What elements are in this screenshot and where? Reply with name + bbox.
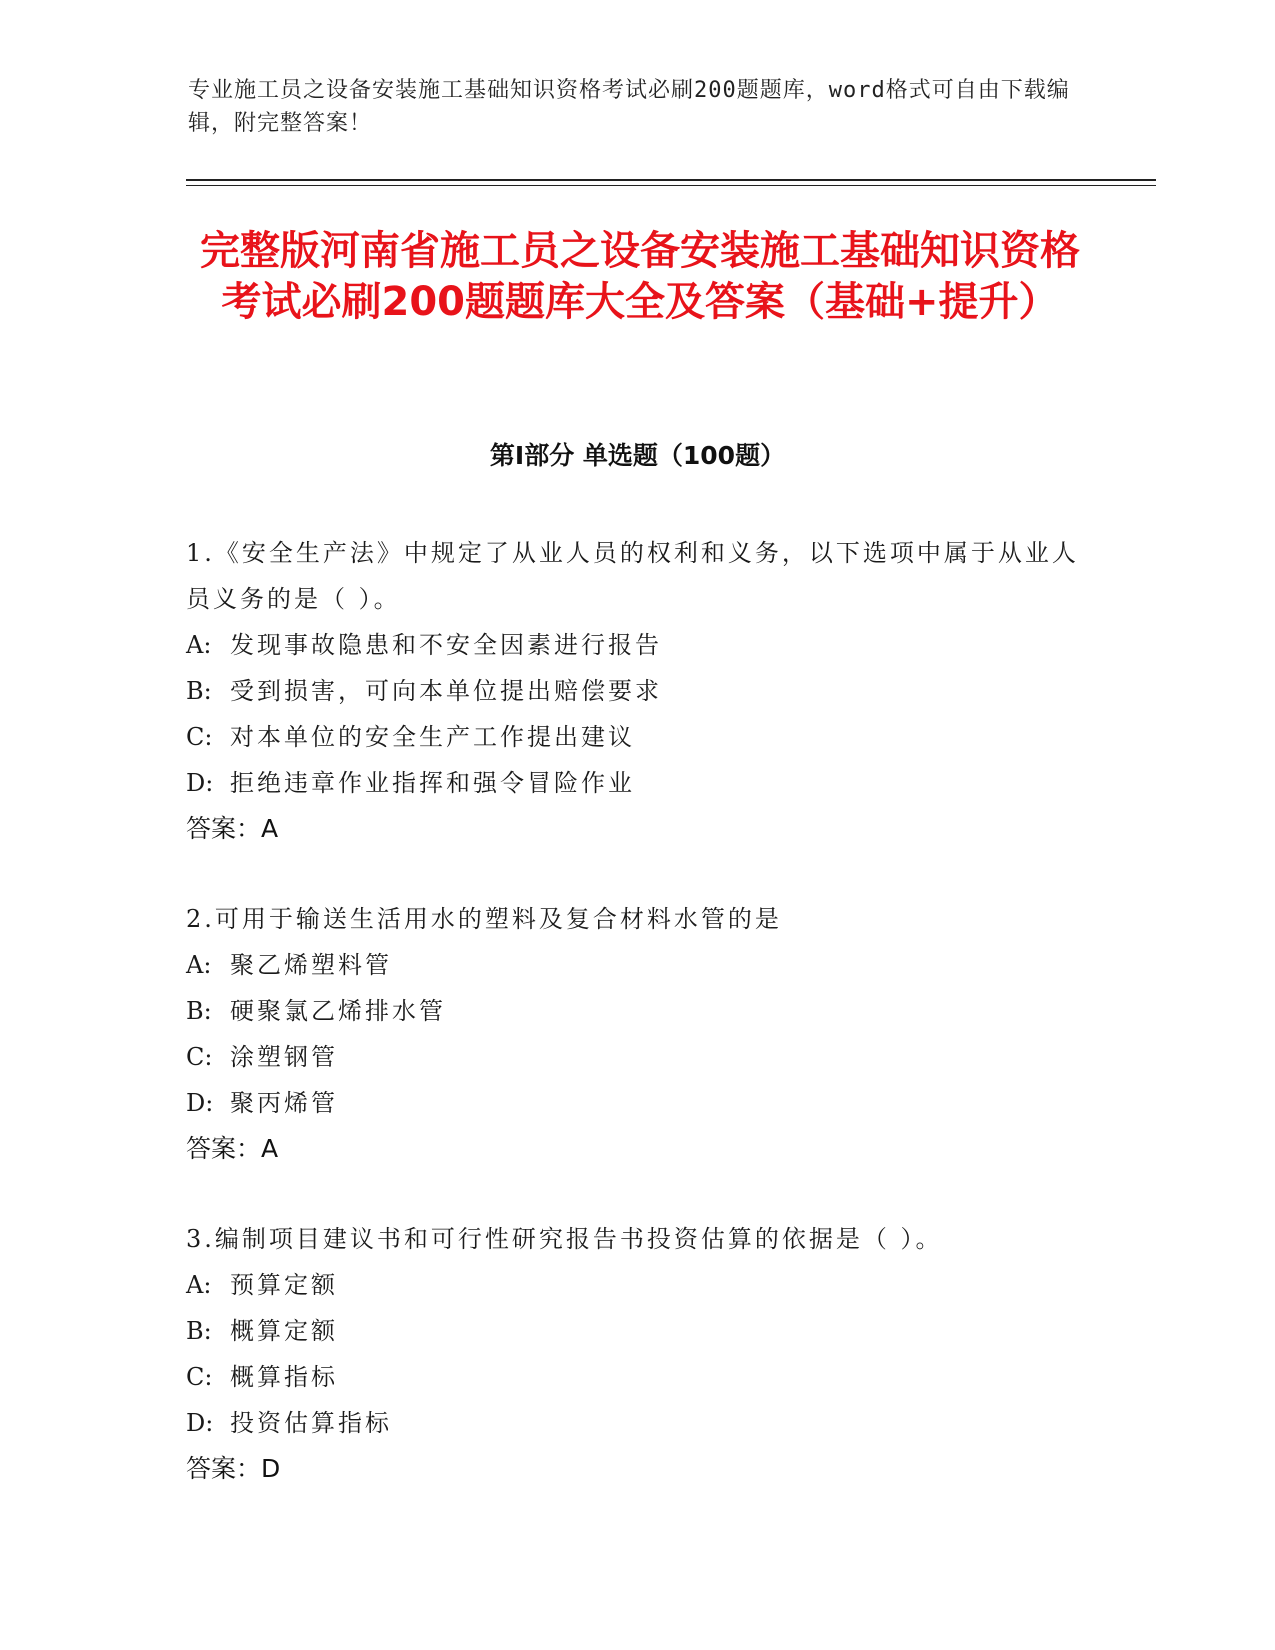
option-text: 发现事故隐患和不安全因素进行报告 <box>230 631 662 659</box>
option-text: 预算定额 <box>230 1271 338 1299</box>
question-answer: 答案：D <box>186 1454 281 1483</box>
option-letter: C: <box>186 1043 213 1071</box>
header-divider-thick <box>186 179 1156 181</box>
option-letter: A: <box>186 951 212 979</box>
question-list <box>186 530 1086 1536</box>
option-text: 概算指标 <box>230 1363 338 1391</box>
question-3 <box>186 1216 1086 1492</box>
question-1 <box>186 530 1086 852</box>
option-text: 拒绝违章作业指挥和强令冒险作业 <box>230 769 635 797</box>
option-b <box>186 1308 1086 1354</box>
option-text: 硬聚氯乙烯排水管 <box>230 997 446 1025</box>
option-letter: A: <box>186 1271 212 1299</box>
option-d <box>186 1080 1086 1126</box>
option-letter: C: <box>186 723 213 751</box>
header-divider-thin <box>186 185 1156 186</box>
option-letter: D: <box>186 1409 214 1437</box>
option-d <box>186 760 1086 806</box>
section-title: 第I部分 单选题（100题） <box>489 441 786 470</box>
question-stem: 3.编制项目建议书和可行性研究报告书投资估算的依据是（ ）。 <box>186 1225 943 1253</box>
option-letter: B: <box>186 997 212 1025</box>
question-stem: 1.《安全生产法》中规定了从业人员的权利和义务，以下选项中属于从业人员义务的是（ ）。 <box>186 539 1079 613</box>
option-a <box>186 622 1086 668</box>
question-2 <box>186 896 1086 1172</box>
option-c <box>186 1354 1086 1400</box>
option-letter: B: <box>186 1317 212 1345</box>
option-text: 受到损害，可向本单位提出赔偿要求 <box>230 677 662 705</box>
header-note: 专业施工员之设备安装施工基础知识资格考试必刷200题题库，word格式可自由下载编辑，附完整答案！ <box>188 78 1070 136</box>
option-d <box>186 1400 1086 1446</box>
option-letter: D: <box>186 1089 214 1117</box>
option-c <box>186 714 1086 760</box>
option-a <box>186 1262 1086 1308</box>
option-b <box>186 668 1086 714</box>
option-c <box>186 1034 1086 1080</box>
question-stem: 2.可用于输送生活用水的塑料及复合材料水管的是 <box>186 905 782 933</box>
option-text: 聚丙烯管 <box>230 1089 338 1117</box>
option-text: 概算定额 <box>230 1317 338 1345</box>
option-letter: D: <box>186 769 214 797</box>
option-letter: A: <box>186 631 212 659</box>
option-text: 投资估算指标 <box>230 1409 392 1437</box>
option-text: 聚乙烯塑料管 <box>230 951 392 979</box>
option-letter: C: <box>186 1363 213 1391</box>
question-answer: 答案：A <box>186 1134 279 1163</box>
option-text: 对本单位的安全生产工作提出建议 <box>230 723 635 751</box>
question-answer: 答案：A <box>186 814 279 843</box>
option-letter: B: <box>186 677 212 705</box>
option-text: 涂塑钢管 <box>230 1043 338 1071</box>
option-a <box>186 942 1086 988</box>
option-b <box>186 988 1086 1034</box>
document-title: 完整版河南省施工员之设备安装施工基础知识资格考试必刷200题题库大全及答案（基础+提升） <box>200 228 1080 325</box>
